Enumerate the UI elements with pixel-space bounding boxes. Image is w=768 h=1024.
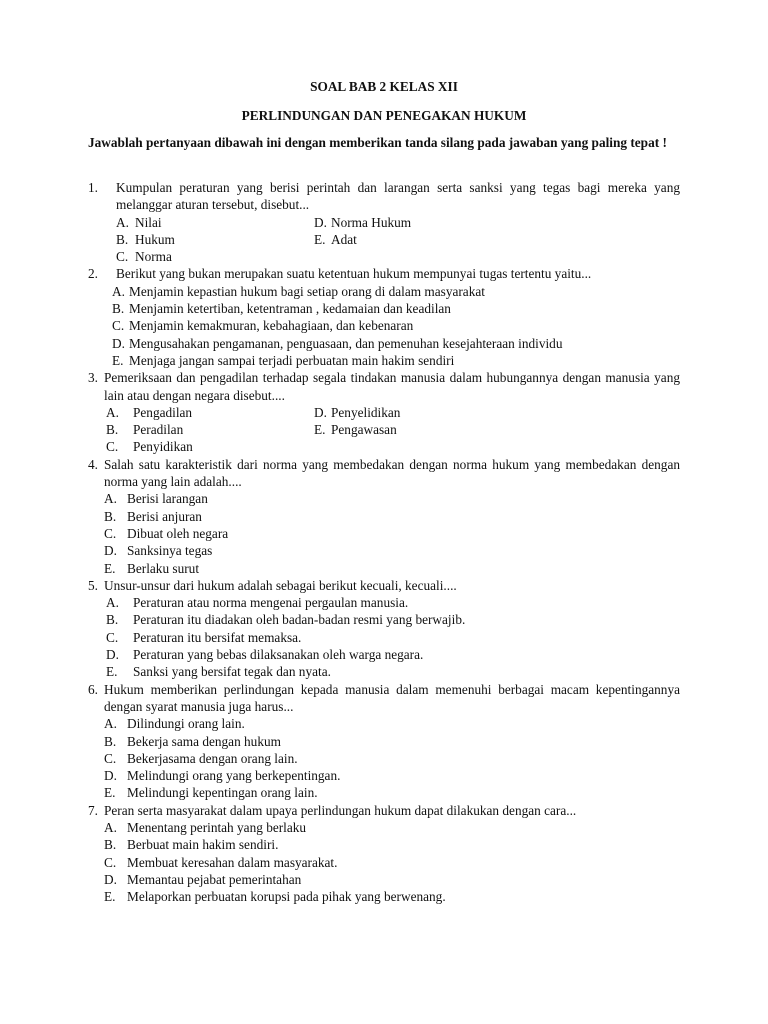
option-b[interactable]: B. Peraturan itu diadakan oleh badan-badan resmi yang berwajib. [106, 612, 466, 628]
question-text: Unsur-unsur dari hukum adalah sebagai berikut kecuali, kecuali.... [104, 577, 457, 593]
question-number: 1. [88, 180, 98, 195]
option-e[interactable]: E. Berlaku surut [104, 560, 200, 576]
question-number: 6. [88, 681, 98, 697]
option-c[interactable]: C. Membuat keresahan dalam masyarakat. [104, 854, 338, 870]
question-text: Peran serta masyarakat dalam upaya perlindungan hukum dapat dilakukan dengan cara... [104, 802, 577, 818]
option-a[interactable]: A. Peraturan atau norma mengenai pergaulan manusia. [106, 595, 409, 611]
question-text: Berikut yang bukan merupakan suatu ketentuan hukum mempunyai tugas tertentu yaitu... [116, 266, 592, 282]
option-c[interactable]: C. Dibuat oleh negara [104, 525, 229, 541]
option-c[interactable]: C. Bekerjasama dengan orang lain. [104, 750, 298, 766]
question-3 [88, 369, 680, 455]
option-d[interactable]: D. Mengusahakan pengamanan, penguasaan, dan pemenuhan kesejahteraan individu [112, 335, 563, 351]
question-5 [88, 577, 680, 681]
option-c[interactable]: C. Norma [116, 249, 172, 265]
option-d[interactable]: D. Penyelidikan [314, 404, 401, 420]
option-b[interactable]: B. Berbuat main hakim sendiri. [104, 837, 279, 853]
question-4 [88, 456, 680, 577]
option-a[interactable]: A. Berisi larangan [104, 491, 208, 507]
question-text: Salah satu karakteristik dari norma yang membedakan dengan norma hukum yang membedakan dengan norma yang lain adalah.... [104, 456, 680, 490]
question-number: 4. [88, 456, 98, 472]
question-1 [88, 179, 680, 265]
option-b[interactable]: B. Menjamin ketertiban, ketentraman , kedamaian dan keadilan [112, 301, 451, 317]
option-a[interactable]: A. Menentang perintah yang berlaku [104, 819, 307, 835]
option-e[interactable]: E. Pengawasan [314, 422, 397, 438]
question-text: Kumpulan peraturan yang berisi perintah dan larangan serta sanksi yang tegas bagi mereka yang melanggar aturan tersebut, disebut... [116, 180, 680, 213]
question-number: 3. [88, 370, 98, 386]
option-e[interactable]: E. Adat [314, 231, 357, 247]
question-text: Hukum memberikan perlindungan kepada manusia dalam memenuhi berbagai macam kepentingannya dengan syarat manusia juga harus... [104, 681, 680, 714]
option-c[interactable]: C. Peraturan itu bersifat memaksa. [106, 629, 302, 645]
question-text: Pemeriksaan dan pengadilan terhadap segala tindakan manusia dalam hubungannya dengan manusia yang lain atau dengan negara disebut.... [104, 370, 680, 403]
question-6 [88, 681, 680, 802]
option-d[interactable]: D. Norma Hukum [314, 214, 412, 230]
option-a[interactable]: A. Dilindungi orang lain. [104, 716, 245, 732]
option-c[interactable]: C. Menjamin kemakmuran, kebahagiaan, dan kebenaran [112, 318, 414, 334]
question-list [88, 179, 680, 905]
option-e[interactable]: E. Melaporkan perbuatan korupsi pada pihak yang berwenang. [104, 889, 446, 905]
option-b[interactable]: B. Bekerja sama dengan hukum [104, 733, 281, 749]
document-subtitle: PERLINDUNGAN DAN PENEGAKAN HUKUM [241, 108, 527, 123]
document-title: SOAL BAB 2 KELAS XII [310, 79, 458, 94]
option-a[interactable]: A. Pengadilan [106, 404, 193, 420]
option-e[interactable]: E. Menjaga jangan sampai terjadi perbuatan main hakim sendiri [112, 352, 455, 368]
option-d[interactable]: D. Memantau pejabat pemerintahan [104, 871, 302, 887]
option-b[interactable]: B. Berisi anjuran [104, 508, 202, 524]
question-7 [88, 802, 680, 906]
question-number: 2. [88, 266, 98, 282]
option-c[interactable]: C. Penyidikan [106, 439, 193, 455]
option-d[interactable]: D. Sanksinya tegas [104, 543, 213, 559]
question-number: 5. [88, 577, 98, 593]
option-a[interactable]: A. Menjamin kepastian hukum bagi setiap orang di dalam masyarakat [112, 283, 485, 299]
option-b[interactable]: B. Peradilan [106, 422, 184, 438]
option-b[interactable]: B. Hukum [116, 231, 175, 247]
option-e[interactable]: E. Melindungi kepentingan orang lain. [104, 785, 318, 801]
option-d[interactable]: D. Peraturan yang bebas dilaksanakan oleh warga negara. [106, 647, 424, 663]
option-e[interactable]: E. Sanksi yang bersifat tegak dan nyata. [106, 664, 331, 680]
question-2 [88, 265, 680, 369]
option-a[interactable]: A. Nilai [116, 214, 162, 230]
instruction-text: Jawablah pertanyaan dibawah ini dengan memberikan tanda silang pada jawaban yang paling tepat ! [88, 135, 667, 150]
question-number: 7. [88, 802, 98, 818]
option-d[interactable]: D. Melindungi orang yang berkepentingan. [104, 768, 341, 784]
